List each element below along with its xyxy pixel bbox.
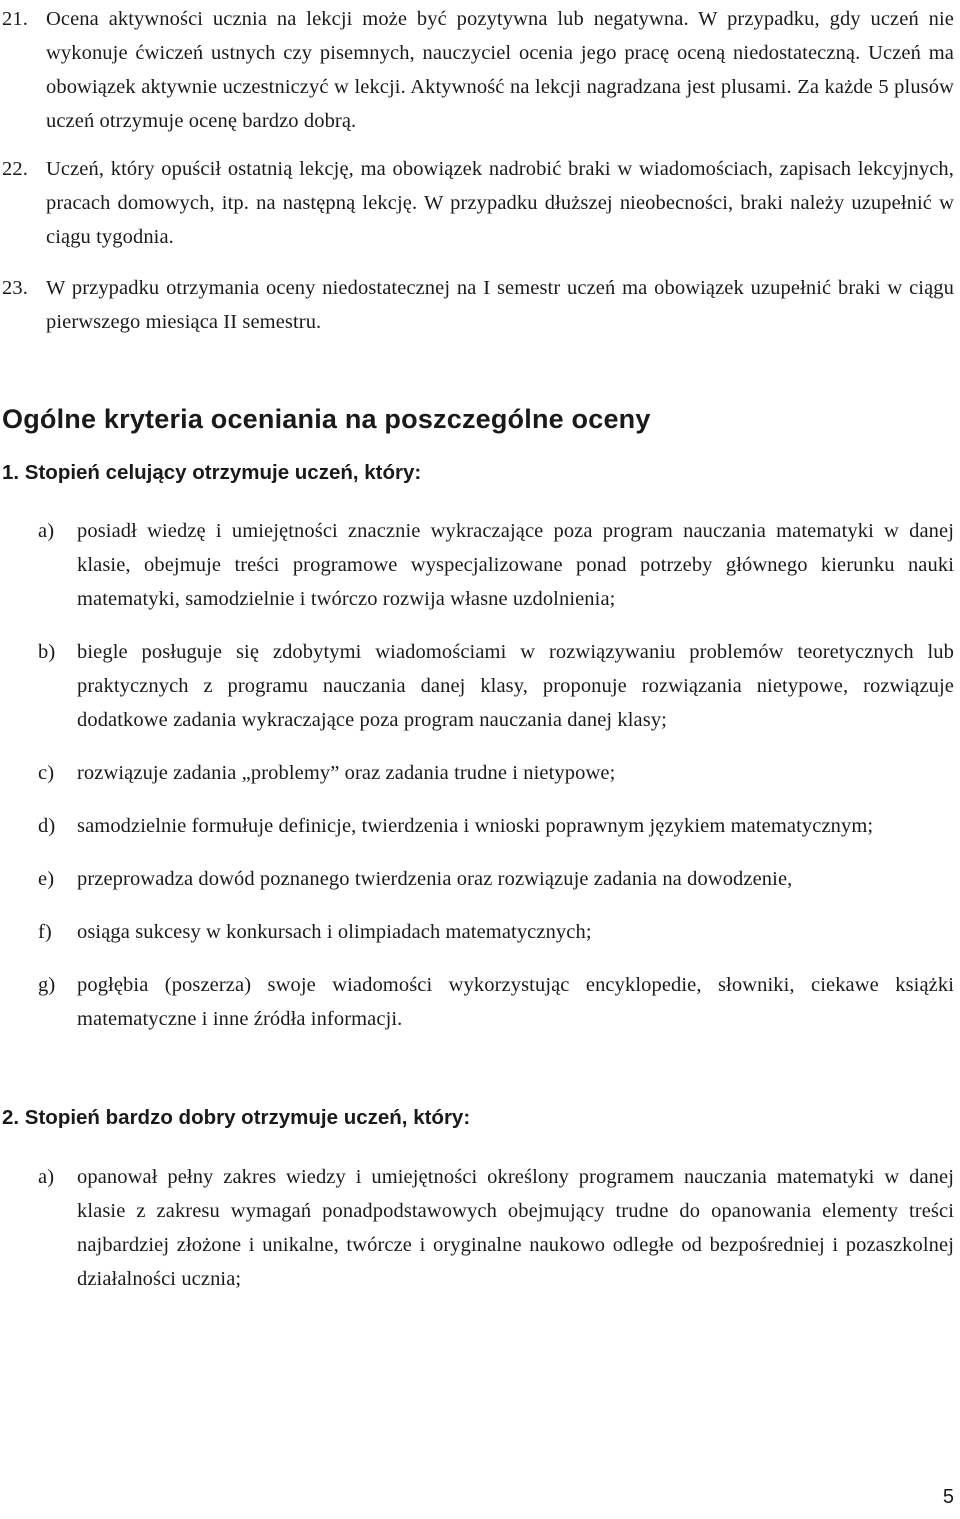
grade-1-heading: 1. Stopień celujący otrzymuje uczeń, który:: [2, 461, 422, 484]
grade-1-criteria-list: [0, 514, 960, 1036]
item-text: posiadł wiedzę i umiejętności znacznie wykraczające poza program nauczania matematyki w danej klasie, obejmuje treści programowe wyspecjalizowane ponad potrzeby głównego kierunku nauki matematyki, samodzielnie i twórczo rozwija własne uzdolnienia;: [77, 520, 954, 610]
criteria-item-g: [38, 968, 954, 1036]
item-text: biegle posługuje się zdobytymi wiadomościami w rozwiązywaniu problemów teoretycznych lub praktycznych z programu nauczania danej klasy, proponuje rozwiązania nietypowe, rozwiązuje dodatkowe zadania wykraczające poza program nauczania danej klasy;: [77, 641, 954, 731]
item-text: osiąga sukcesy w konkursach i olimpiadach matematycznych;: [77, 921, 592, 943]
criteria-item-c: [38, 756, 954, 790]
item-text: przeprowadza dowód poznanego twierdzenia oraz rozwiązuje zadania na dowodzenie,: [77, 868, 793, 890]
criteria-item-e: [38, 862, 954, 896]
item-letter: e): [38, 868, 55, 890]
item-text: pogłębia (poszerza) swoje wiadomości wykorzystując encyklopedie, słowniki, ciekawe książki matematyczne i inne źródła informacji.: [77, 974, 954, 1030]
rule-text: W przypadku otrzymania oceny niedostatecznej na I semestr uczeń ma obowiązek uzupełnić braki w ciągu pierwszego miesiąca II semestru.: [46, 277, 954, 333]
page-number: 5: [942, 1486, 954, 1508]
item-text: rozwiązuje zadania „problemy” oraz zadania trudne i nietypowe;: [77, 762, 616, 784]
criteria-item-b: [38, 635, 954, 737]
item-letter: c): [38, 762, 55, 784]
criteria-item-a: [38, 1160, 954, 1296]
grade-2-criteria-list: [0, 1160, 960, 1296]
rule-number: 21.: [2, 8, 28, 30]
criteria-item-a: [38, 514, 954, 616]
criteria-item-d: [38, 809, 954, 843]
rule-23: [2, 271, 954, 339]
rule-number: 23.: [2, 277, 28, 299]
item-text: opanował pełny zakres wiedzy i umiejętności określony programem nauczania matematyki w danej klasie z zakresu wymagań ponadpodstawowych obejmujący trudne do opanowania elementy treści najbardziej złożone i unikalne, twórcze i oryginalne naukowo odległe od bezpośredniej i pozaszkolnej działalności ucznia;: [77, 1166, 954, 1290]
criteria-item-f: [38, 915, 954, 949]
item-letter: b): [38, 641, 56, 663]
section-title: Ogólne kryteria oceniania na poszczególne oceny: [2, 404, 651, 434]
rule-text: Ocena aktywności ucznia na lekcji może być pozytywna lub negatywna. W przypadku, gdy uczeń nie wykonuje ćwiczeń ustnych czy pisemnych, nauczyciel ocenia jego pracę oceną niedostateczną. Uczeń ma obowiązek aktywnie uczestniczyć w lekcji. Aktywność na lekcji nagradzana jest plusami. Za każde 5 plusów uczeń otrzymuje ocenę bardzo dobrą.: [46, 8, 954, 132]
rule-text: Uczeń, który opuścił ostatnią lekcję, ma obowiązek nadrobić braki w wiadomościach, zapisach lekcyjnych, pracach domowych, itp. na następną lekcję. W przypadku dłuższej nieobecności, braki należy uzupełnić w ciągu tygodnia.: [46, 158, 954, 248]
item-letter: g): [38, 974, 56, 996]
rule-21: [2, 2, 954, 138]
rule-22: [2, 152, 954, 254]
item-letter: f): [38, 921, 52, 943]
item-text: samodzielnie formułuje definicje, twierdzenia i wnioski poprawnym językiem matematycznym;: [77, 815, 874, 837]
item-letter: d): [38, 815, 56, 837]
rule-number: 22.: [2, 158, 28, 180]
grade-2-heading: 2. Stopień bardzo dobry otrzymuje uczeń, który:: [2, 1106, 471, 1129]
item-letter: a): [38, 1166, 55, 1188]
item-letter: a): [38, 520, 55, 542]
